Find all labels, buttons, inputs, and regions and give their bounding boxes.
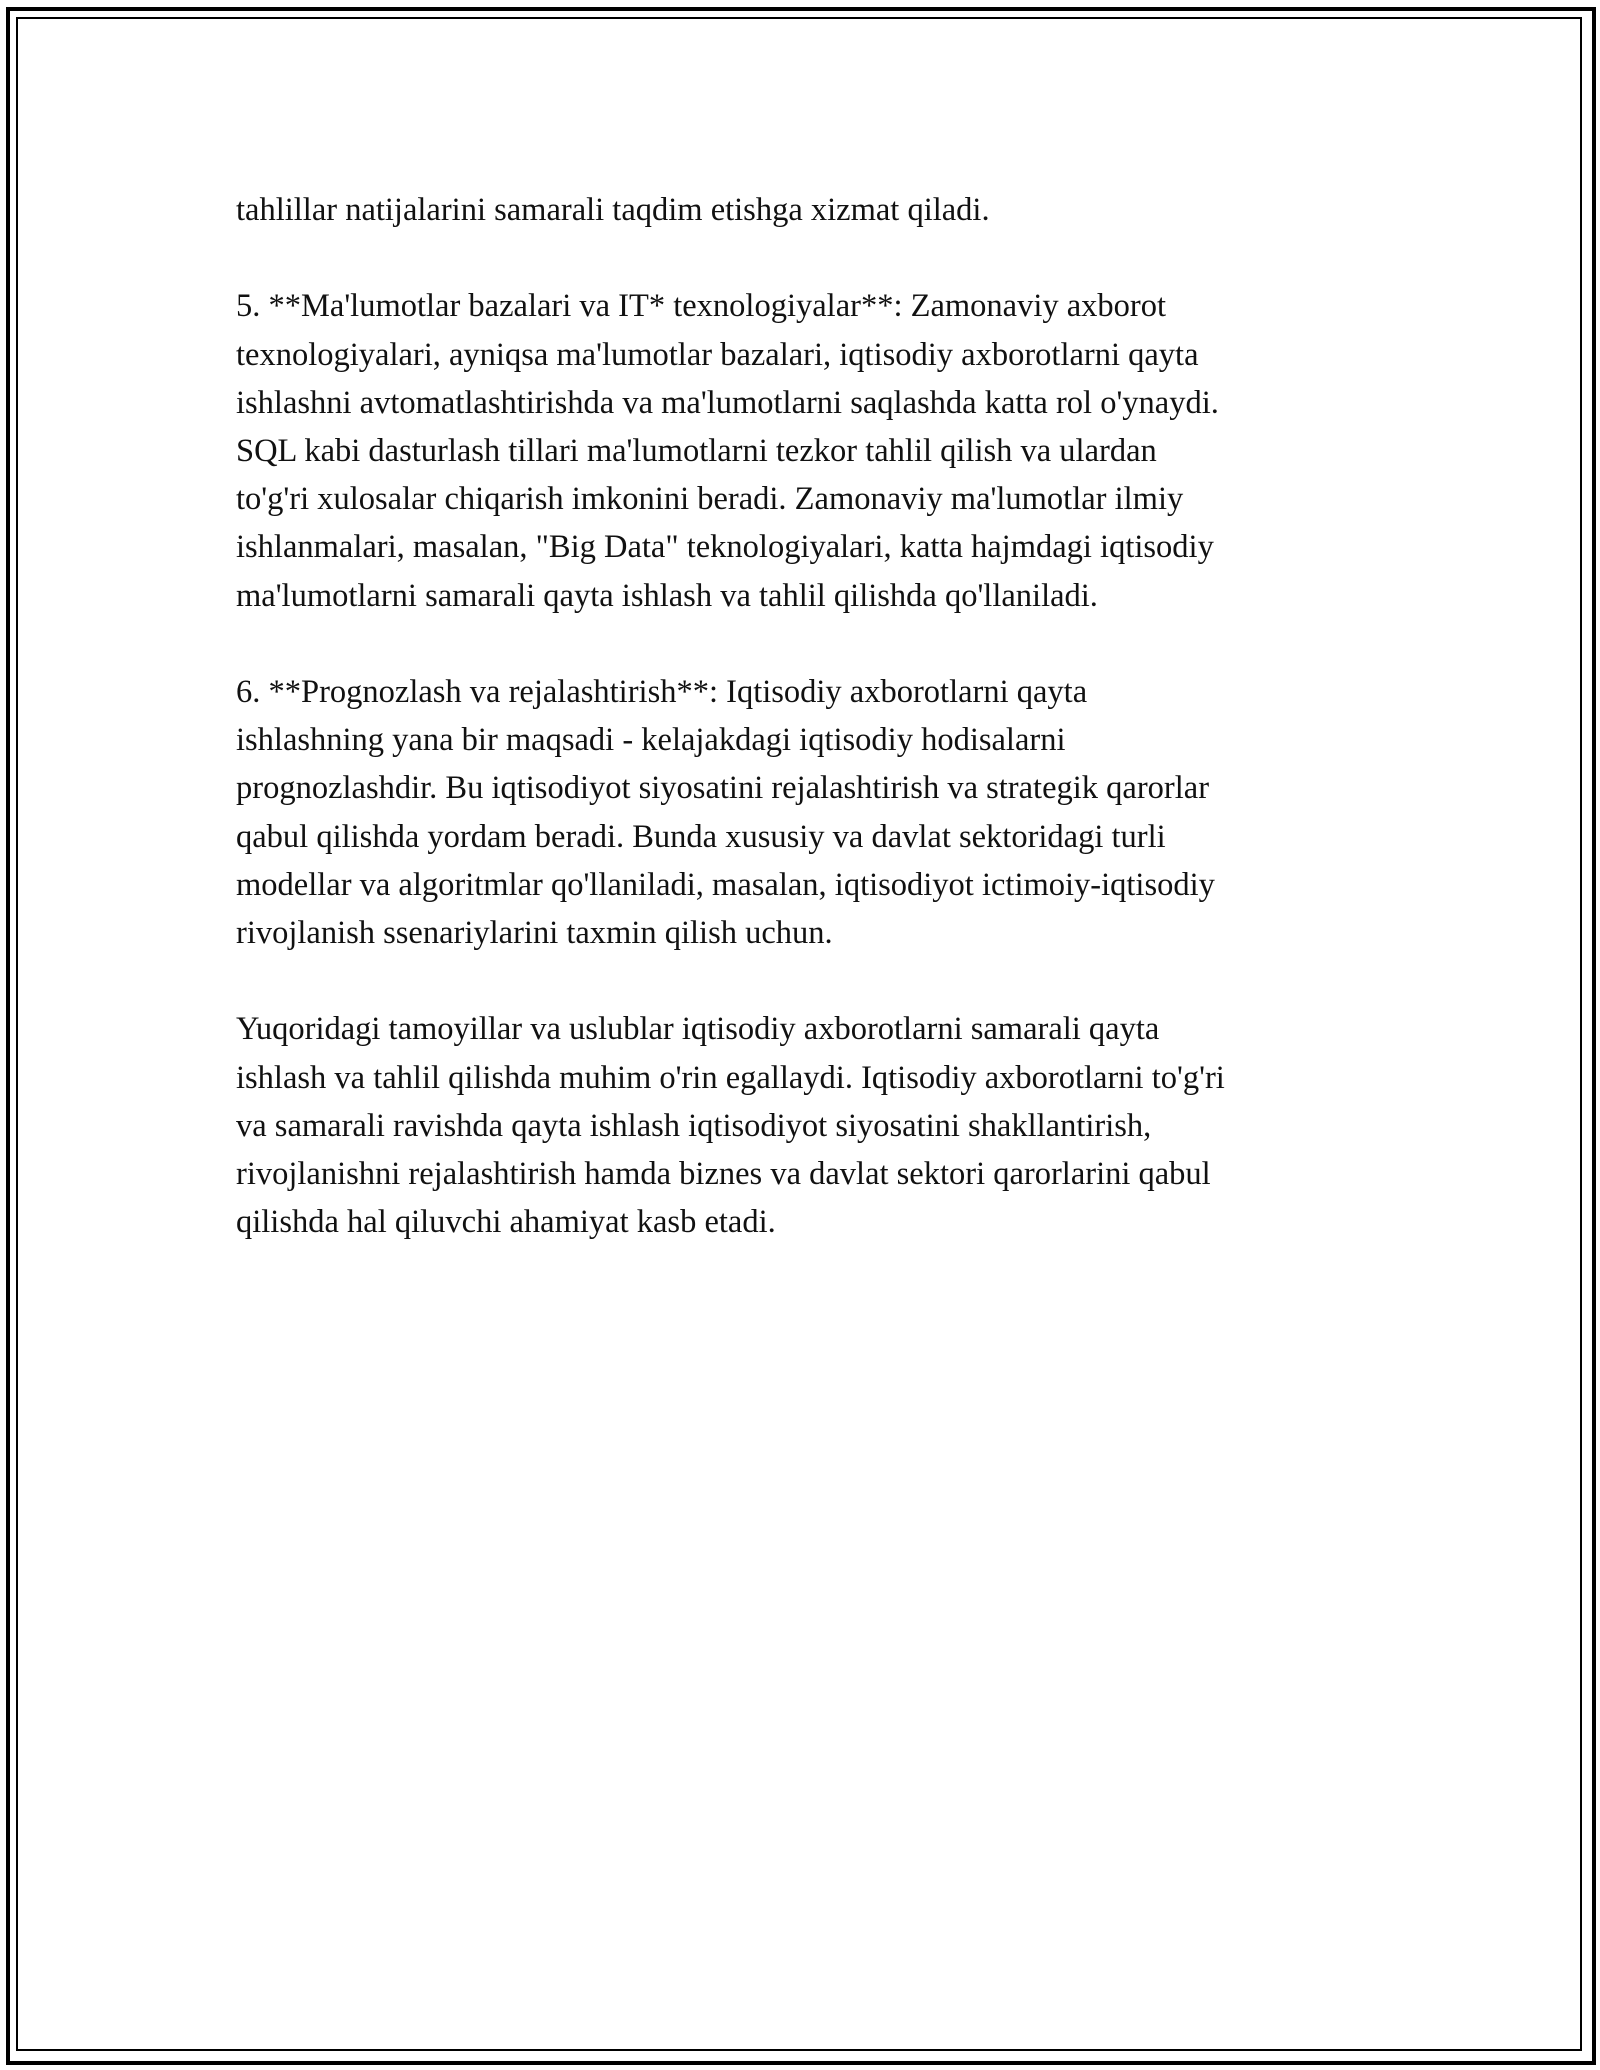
text-line: ishlashni avtomatlashtirishda va ma'lumotlarni saqlashda katta rol o'ynaydi.	[236, 384, 1219, 421]
paragraph-item-6	[236, 668, 1366, 957]
text-line: rivojlanishni rejalashtirish hamda biznes va davlat sektori qarorlarini qabul	[236, 1156, 1211, 1193]
text-line: ishlashning yana bir maqsadi - kelajakdagi iqtisodiy hodisalarni	[236, 722, 1066, 759]
text-line: tahlillar natijalarini samarali taqdim etishga xizmat qiladi.	[236, 192, 990, 228]
text-line: ishlanmalari, masalan, "Big Data" teknologiyalari, katta hajmdagi iqtisodiy	[236, 529, 1214, 566]
text-line: SQL kabi dasturlash tillari ma'lumotlarni tezkor tahlil qilish va ulardan	[236, 433, 1157, 469]
text-line: qabul qilishda yordam beradi. Bunda xususiy va davlat sektoridagi turli	[236, 818, 1166, 855]
paragraph-spacer	[236, 620, 1366, 668]
text-line: 5. **Ma'lumotlar bazalari va IT* texnologiyalar**: Zamonaviy axborot	[236, 288, 1167, 325]
paragraph-spacer	[236, 234, 1366, 282]
text-line: Yuqoridagi tamoyillar va uslublar iqtisodiy axborotlarni samarali qayta	[236, 1011, 1160, 1048]
document-body	[236, 186, 1366, 1246]
text-line: prognozlashdir. Bu iqtisodiyot siyosatini rejalashtirish va strategik qarorlar	[236, 770, 1210, 807]
paragraph-intro-continuation	[236, 186, 1366, 234]
text-line: ishlash va tahlil qilishda muhim o'rin egallaydi. Iqtisodiy axborotlarni to'g'ri	[236, 1059, 1225, 1096]
text-line: modellar va algoritmlar qo'llaniladi, masalan, iqtisodiyot ictimoiy-iqtisodiy	[236, 866, 1215, 903]
text-line: rivojlanish ssenariylarini taxmin qilish uchun.	[236, 915, 833, 952]
text-line: 6. **Prognozlash va rejalashtirish**: Iqtisodiy axborotlarni qayta	[236, 674, 1088, 710]
paragraph-spacer	[236, 957, 1366, 1005]
text-line: texnologiyalari, ayniqsa ma'lumotlar bazalari, iqtisodiy axborotlarni qayta	[236, 336, 1199, 373]
text-line: qilishda hal qiluvchi ahamiyat kasb etadi.	[236, 1204, 776, 1241]
paragraph-item-5	[236, 282, 1366, 619]
paragraph-conclusion	[236, 1005, 1366, 1246]
text-line: ma'lumotlarni samarali qayta ishlash va tahlil qilishda qo'llaniladi.	[236, 577, 1098, 614]
text-line: to'g'ri xulosalar chiqarish imkonini beradi. Zamonaviy ma'lumotlar ilmiy	[236, 481, 1184, 518]
text-line: va samarali ravishda qayta ishlash iqtisodiyot siyosatini shakllantirish,	[236, 1107, 1152, 1144]
